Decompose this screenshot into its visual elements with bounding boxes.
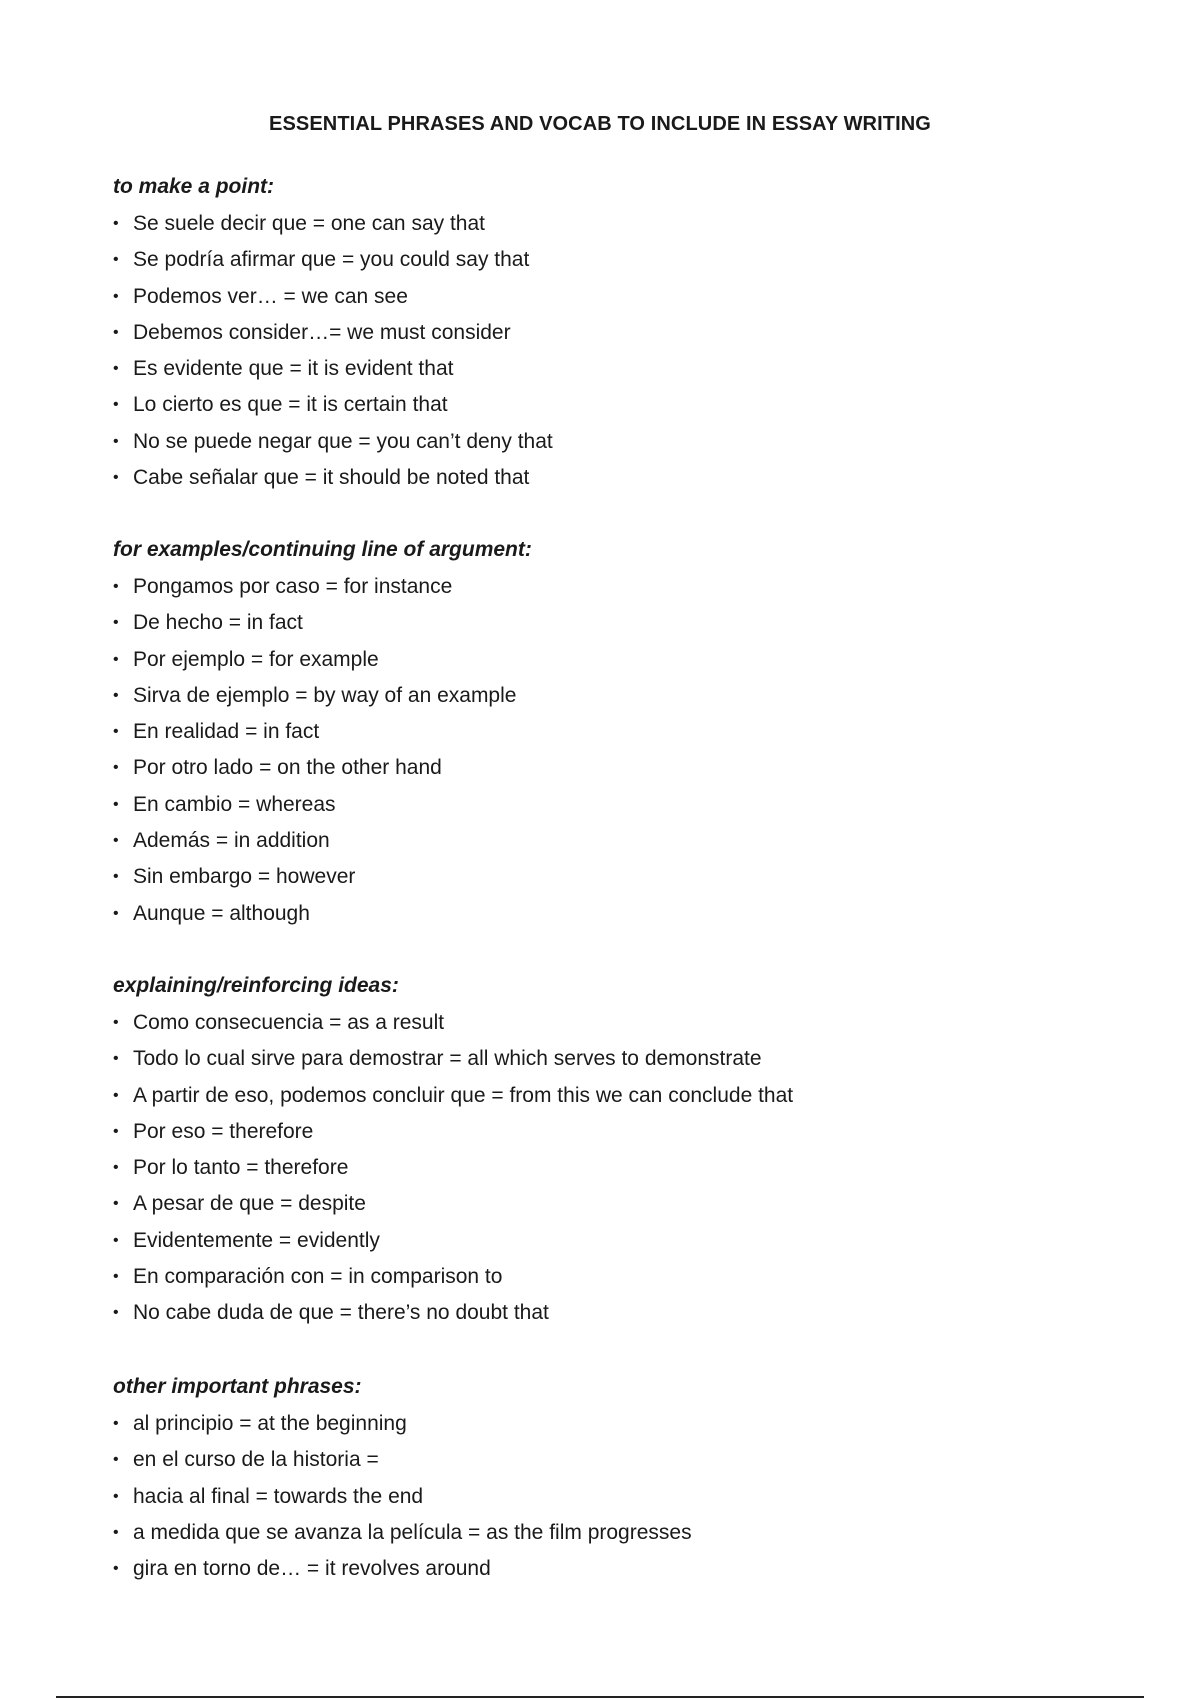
list-item [113, 1266, 1113, 1302]
list-item [113, 903, 1113, 939]
bullet-icon: • [113, 1086, 119, 1104]
section-heading: explaining/reinforcing ideas: [113, 974, 399, 997]
phrase-list [113, 1012, 1113, 1339]
bullet-icon: • [113, 215, 119, 232]
bullet-icon: • [113, 1268, 119, 1286]
bullet-icon: • [113, 1487, 119, 1505]
bullet-icon: • [113, 1560, 119, 1578]
section-heading: other important phrases: [113, 1375, 362, 1398]
bullet-icon: • [113, 323, 119, 341]
bullet-icon: • [113, 759, 119, 777]
bullet-icon: • [113, 578, 119, 595]
phrase-text: Es evidente que = it is evident that [133, 357, 454, 381]
phrase-text: gira en torno de… = it revolves around [133, 1557, 491, 1581]
list-item [113, 1522, 1113, 1558]
bullet-icon: • [113, 251, 119, 269]
list-item [113, 1302, 1113, 1338]
phrase-text: Se suele decir que = one can say that [133, 212, 485, 235]
list-item [113, 1486, 1113, 1522]
phrase-text: En comparación con = in comparison to [133, 1265, 503, 1289]
list-item [113, 213, 1113, 249]
list-item [113, 249, 1113, 285]
list-item [113, 1449, 1113, 1485]
phrase-list [113, 576, 1113, 939]
phrase-text: A pesar de que = despite [133, 1192, 366, 1216]
list-item [113, 322, 1113, 358]
list-item [113, 358, 1113, 394]
list-item [113, 612, 1113, 648]
bullet-icon: • [113, 614, 119, 632]
phrase-text: al principio = at the beginning [133, 1412, 407, 1435]
list-item [113, 794, 1113, 830]
section-heading: for examples/continuing line of argument: [113, 538, 532, 561]
bullet-icon: • [113, 432, 119, 450]
phrase-text: Por otro lado = on the other hand [133, 756, 442, 780]
bullet-icon: • [113, 469, 119, 487]
list-item [113, 576, 1113, 612]
list-item [113, 431, 1113, 467]
bullet-icon: • [113, 1050, 119, 1068]
bullet-icon: • [113, 360, 119, 378]
bullet-icon: • [113, 795, 119, 813]
bullet-icon: • [113, 1415, 119, 1432]
list-item [113, 1121, 1113, 1157]
phrase-text: Como consecuencia = as a result [133, 1011, 445, 1034]
page-title: ESSENTIAL PHRASES AND VOCAB TO INCLUDE IN ESSAY WRITING [269, 113, 931, 135]
list-item [113, 1413, 1113, 1449]
phrase-text: Pongamos por caso = for instance [133, 575, 453, 598]
phrase-text: Además = in addition [133, 829, 330, 853]
bullet-icon: • [113, 396, 119, 414]
phrase-text: Por lo tanto = therefore [133, 1156, 349, 1180]
phrase-text: Sirva de ejemplo = by way of an example [133, 683, 517, 707]
list-item [113, 830, 1113, 866]
phrase-text: No cabe duda de que = there’s no doubt that [133, 1301, 549, 1325]
bullet-icon: • [113, 832, 119, 850]
phrase-text: hacia al final = towards the end [133, 1484, 424, 1508]
bullet-icon: • [113, 1122, 119, 1140]
bullet-icon: • [113, 1195, 119, 1213]
phrase-text: Cabe señalar que = it should be noted that [133, 466, 530, 490]
list-item [113, 1048, 1113, 1084]
phrase-text: Lo cierto es que = it is certain that [133, 393, 448, 417]
page-bottom-divider [56, 1696, 1144, 1698]
bullet-icon: • [113, 287, 119, 305]
phrase-text: Se podría afirmar que = you could say that [133, 248, 530, 272]
list-item [113, 1230, 1113, 1266]
phrase-text: De hecho = in fact [133, 611, 303, 635]
list-item [113, 467, 1113, 503]
section-explaining [113, 974, 1113, 1339]
phrase-list [113, 1413, 1113, 1594]
phrase-text: Debemos consider…= we must consider [133, 320, 511, 344]
section-make-a-point [113, 175, 1113, 503]
list-item [113, 394, 1113, 430]
bullet-icon: • [113, 1014, 119, 1031]
phrase-list [113, 213, 1113, 503]
section-other-phrases [113, 1375, 1113, 1594]
phrase-text: Evidentemente = evidently [133, 1228, 380, 1252]
section-heading: to make a point: [113, 175, 275, 198]
phrase-text: en el curso de la historia = [133, 1448, 379, 1472]
list-item [113, 649, 1113, 685]
bullet-icon: • [113, 686, 119, 704]
bullet-icon: • [113, 1451, 119, 1469]
bullet-icon: • [113, 1231, 119, 1249]
bullet-icon: • [113, 904, 119, 922]
list-item [113, 1085, 1113, 1121]
list-item [113, 1558, 1113, 1594]
bullet-icon: • [113, 1304, 119, 1322]
bullet-icon: • [113, 1159, 119, 1177]
phrase-text: No se puede negar que = you can’t deny that [133, 429, 553, 453]
list-item [113, 685, 1113, 721]
phrase-text: Podemos ver… = we can see [133, 284, 408, 308]
phrase-text: Todo lo cual sirve para demostrar = all which serves to demonstrate [133, 1047, 762, 1071]
phrase-text: En realidad = in fact [133, 720, 320, 744]
list-item [113, 866, 1113, 902]
phrase-text: Por ejemplo = for example [133, 647, 379, 671]
phrase-text: En cambio = whereas [133, 792, 336, 816]
list-item [113, 1193, 1113, 1229]
list-item [113, 1157, 1113, 1193]
section-examples [113, 538, 1113, 939]
bullet-icon: • [113, 650, 119, 668]
bullet-icon: • [113, 723, 119, 741]
list-item [113, 1012, 1113, 1048]
list-item [113, 757, 1113, 793]
phrase-text: A partir de eso, podemos concluir que = from this we can conclude that [133, 1083, 794, 1107]
phrase-text: Sin embargo = however [133, 865, 356, 889]
phrase-text: Por eso = therefore [133, 1119, 314, 1143]
bullet-icon: • [113, 868, 119, 886]
phrase-text: Aunque = although [133, 901, 310, 925]
bullet-icon: • [113, 1523, 119, 1541]
list-item [113, 286, 1113, 322]
phrase-text: a medida que se avanza la película = as the film progresses [133, 1520, 692, 1544]
list-item [113, 721, 1113, 757]
